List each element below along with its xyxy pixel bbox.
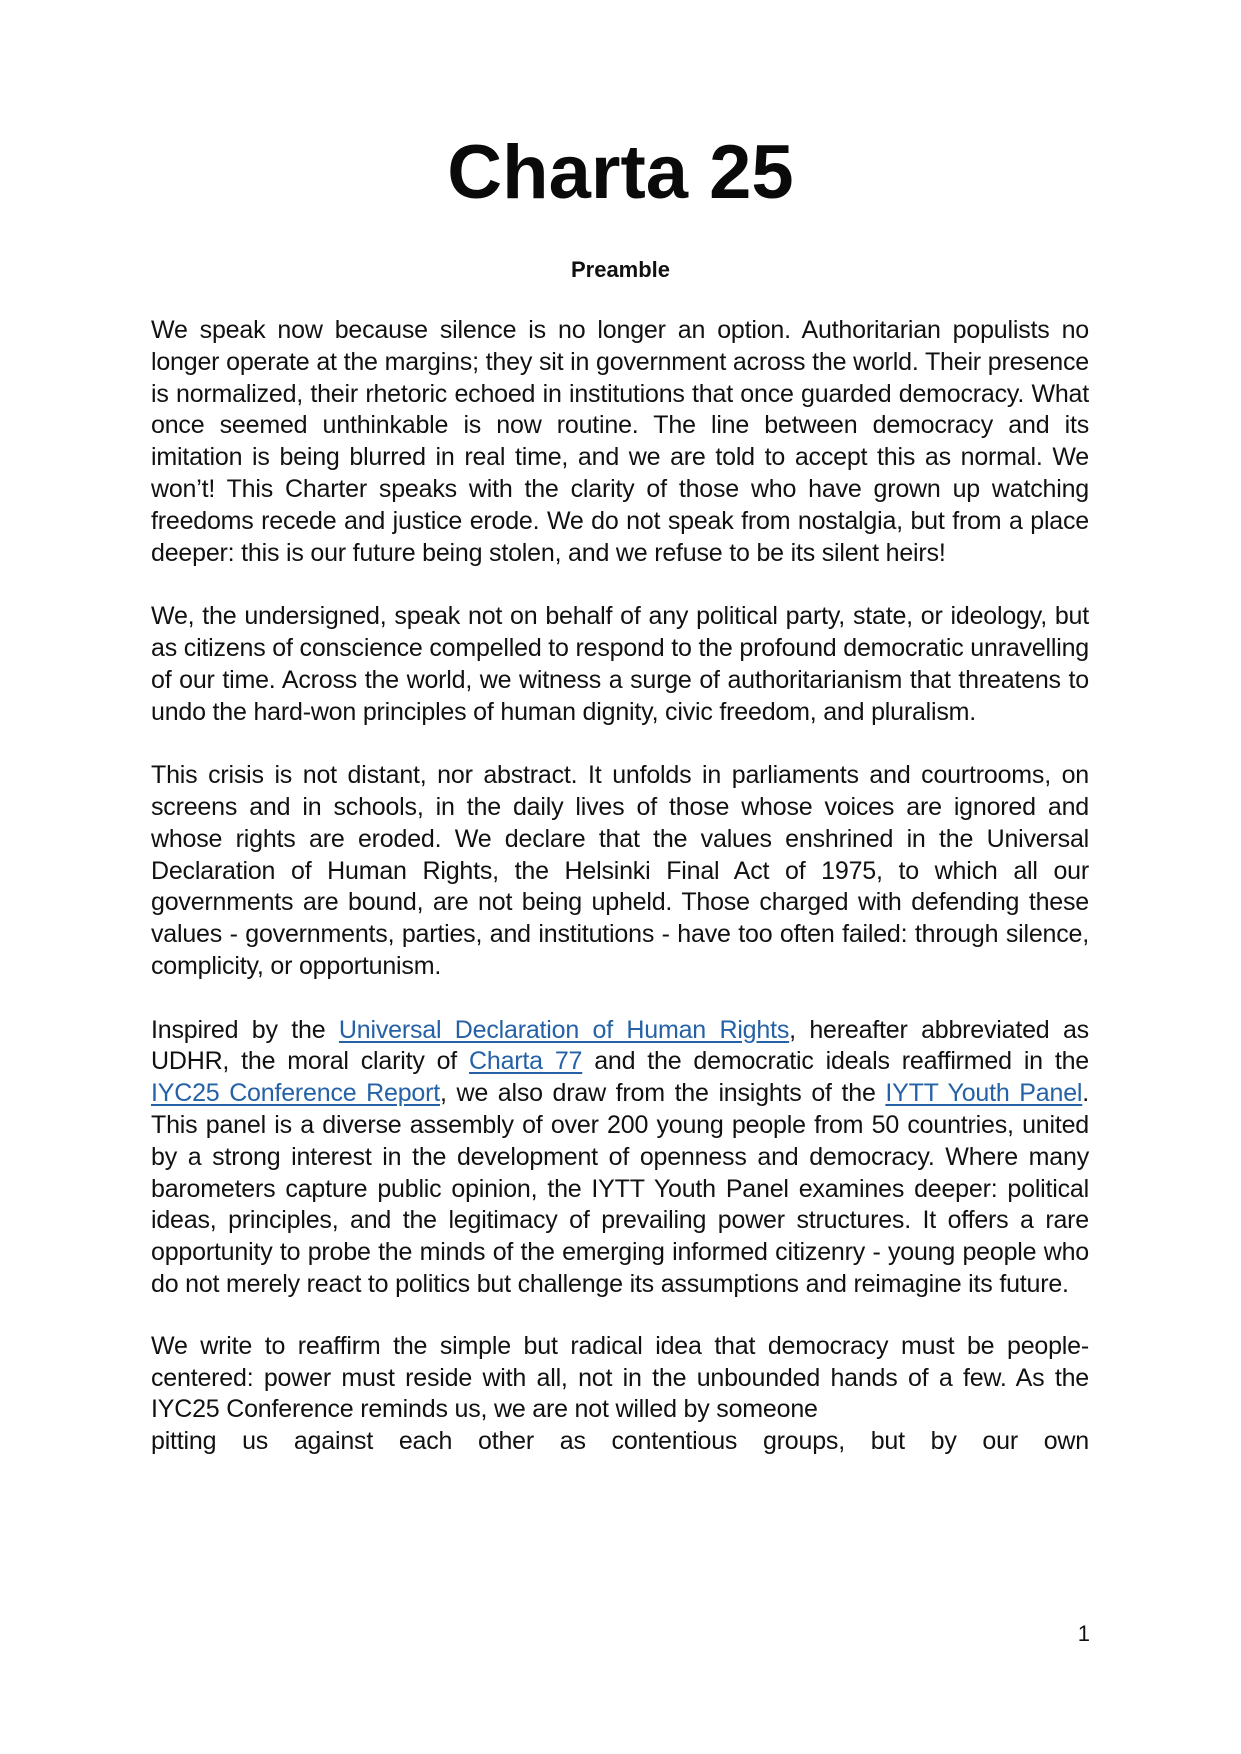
document-title: Charta 25 [447, 130, 794, 215]
link-iytt-youth-panel[interactable]: IYTT Youth Panel [885, 1079, 1083, 1108]
link-charta-77[interactable]: Charta 77 [469, 1047, 583, 1076]
link-iyc25-conference-report[interactable]: IYC25 Conference Report [151, 1079, 441, 1108]
paragraph-4-text-5: . This panel is a diverse assembly of over 200 young people from 50 countries, united by a strong interest in the development of openness and democracy. Where many barometers capture public opinion, the IYTT Youth Panel examines deeper: political ideas, principles, and the legitimacy of prevailing power structures. It offers a rare opportunity to probe the minds of the emerging informed citizenry - young people who do not merely react to politics but challenge its assumptions and reimagine its future. [151, 1079, 1090, 1298]
paragraph-4-text-4: , we also draw from the insights of the [440, 1079, 886, 1108]
paragraph-5 [151, 1331, 1089, 1458]
paragraph-5-text: We write to reaffirm the simple but radical idea that democracy must be people-centered: power must reside with all, not in the unbounded hands of a few. As the IYC25 Conference reminds us, we are not willed by someone [151, 1331, 1089, 1424]
paragraph-4-text-1: Inspired by the [151, 1015, 339, 1044]
document-body [151, 315, 1089, 1490]
link-universal-declaration-of-human-rights[interactable]: Universal Declaration of Human Rights [338, 1015, 790, 1044]
paragraph-5-continued-line: pitting us against each other as contentious groups, but by our own [151, 1427, 1089, 1456]
section-heading-preamble: Preamble [570, 257, 671, 282]
paragraph-4-text-2: , hereafter abbreviated as UDHR, the moral clarity of [151, 1015, 1089, 1076]
paragraph-1: We speak now because silence is no longer an option. Authoritarian populists no longer operate at the margins; they sit in government across the world. Their presence is normalized, their rhetoric echoed in institutions that once guarded democracy. What once seemed unthinkable is now routine. The line between democracy and its imitation is being blurred in real time, and we are told to accept this as normal. We won’t! This Charter speaks with the clarity of those who have grown up watching freedoms recede and justice erode. We do not speak from nostalgia, but from a place deeper: this is our future being stolen, and we refuse to be its silent heirs! [151, 316, 1089, 567]
paragraph-3: This crisis is not distant, nor abstract. It unfolds in parliaments and courtrooms, on screens and in schools, in the daily lives of those whose voices are ignored and whose rights are eroded. We declare that the values enshrined in the Universal Declaration of Human Rights, the Helsinki Final Act of 1975, to which all our governments are bound, are not being upheld. Those charged with defending these values - governments, parties, and institutions - have too often failed: through silence, complicity, or opportunism. [151, 761, 1089, 980]
page-number: 1 [1077, 1621, 1090, 1646]
paragraph-2: We, the undersigned, speak not on behalf of any political party, state, or ideology, but as citizens of conscience compelled to respond to the profound democratic unravelling of our time. Across the world, we witness a surge of authoritarianism that threatens to undo the hard-won principles of human dignity, civic freedom, and pluralism. [151, 602, 1089, 726]
paragraph-4-text-3: and the democratic ideals reaffirmed in the [582, 1047, 1089, 1076]
paragraph-4 [151, 1015, 1089, 1301]
